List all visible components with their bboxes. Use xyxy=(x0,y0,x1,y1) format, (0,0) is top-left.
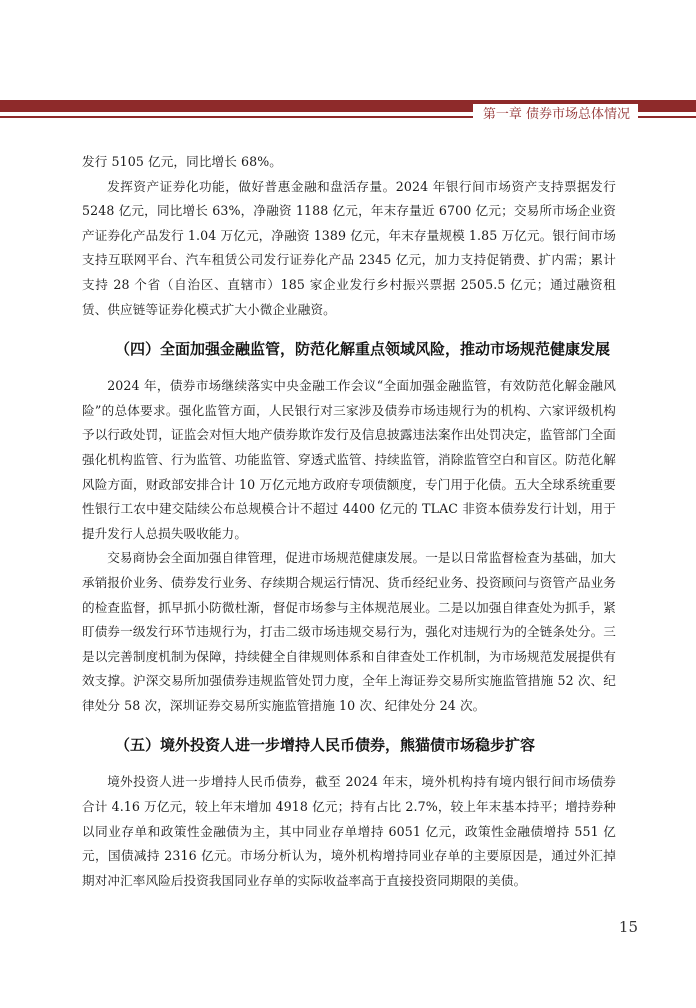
paragraph-regulation: 2024 年，债券市场继续落实中央金融工作会议“全面加强金融监管，有效防范化解金融风险”的总体要求。强化监管方面，人民银行对三家涉及债券市场违规行为的机构、六家评级机构予以行政处罚，证监会对恒大地产债券欺诈发行及信息披露违法案作出处罚决定，监管部门全面强化机构监管、行为监管、功能监管、穿透式监管、持续监管，消除监管空白和盲区。防范化解风险方面，财政部安排合计 10 万亿元地方政府专项债额度，专门用于化债。五大全球系统重要性银行工农中建交陆续公布总规模合计不超过 4400 亿元的 TLAC 非资本债券发行计划，用于提升发行人总损失吸收能力。 xyxy=(82,378,616,541)
section-heading-4: （四）全面加强金融监管，防范化解重点领域风险，推动市场规范健康发展 xyxy=(115,340,611,359)
paragraph-self-regulation: 交易商协会全面加强自律管理，促进市场规范健康发展。一是以日常监督检查为基础，加大承销报价业务、债券发行业务、存续期合规运行情况、货币经纪业务、投资顾问与资管产品业务的检查监督，抓早抓小防微杜渐，督促市场参与主体规范展业。二是以加强自律查处为抓手，紧盯债券一级发行环节违规行为，打击二级市场违规交易行为，强化对违规行为的全链条处分。三是以完善制度机制为保障，持续健全自律规则体系和自律查处工作机制，为市场规范发展提供有效支撑。沪深交易所加强债券违规监管处罚力度，全年上海证券交易所实施监管措施 52 次、纪律处分 58 次，深圳证券交易所实施监管措施 10 次、纪律处分 24 次。 xyxy=(82,550,616,713)
chapter-title: 第一章 债券市场总体情况 xyxy=(473,104,638,126)
page-content xyxy=(82,150,616,893)
paragraph-foreign-investors: 境外投资人进一步增持人民币债券，截至 2024 年末，境外机构持有境内银行间市场债券合计 4.16 万亿元，较上年末增加 4918 亿元；持有占比 2.7%，较上年末基本持平；增持券种以同业存单和政策性金融债为主，其中同业存单增持 6051 亿元，政策性金融债增持 551 亿元，国债减持 2316 亿元。市场分析认为，境外机构增持同业存单的主要原因是，通过外汇掉期对冲汇率风险后投资我国同业存单的实际收益率高于直接投资同期限的美债。 xyxy=(82,774,616,888)
section-heading-5: （五）境外投资人进一步增持人民币债券，熊猫债市场稳步扩容 xyxy=(115,736,536,755)
paragraph-asset-securitization: 发挥资产证券化功能，做好普惠金融和盘活存量。2024 年银行间市场资产支持票据发行 5248 亿元，同比增长 63%，净融资 1188 亿元，年末存量近 6700 亿元；交易所市场企业资产证券化产品发行 1.04 万亿元，净融资 1389 亿元，年末存量规模 1.85 万亿元。银行间市场支持互联网平台、汽车租赁公司发行证券化产品 2345 亿元，加力支持促销费、扩内需；累计支持 28 个省（自治区、直辖市）185 家企业发行乡村振兴票据 2505.5 亿元；通过融资租赁、供应链等证券化模式扩大小微企业融资。 xyxy=(82,178,616,317)
paragraph-continued: 发行 5105 亿元，同比增长 68%。 xyxy=(82,154,282,169)
page-number: 15 xyxy=(618,918,638,936)
